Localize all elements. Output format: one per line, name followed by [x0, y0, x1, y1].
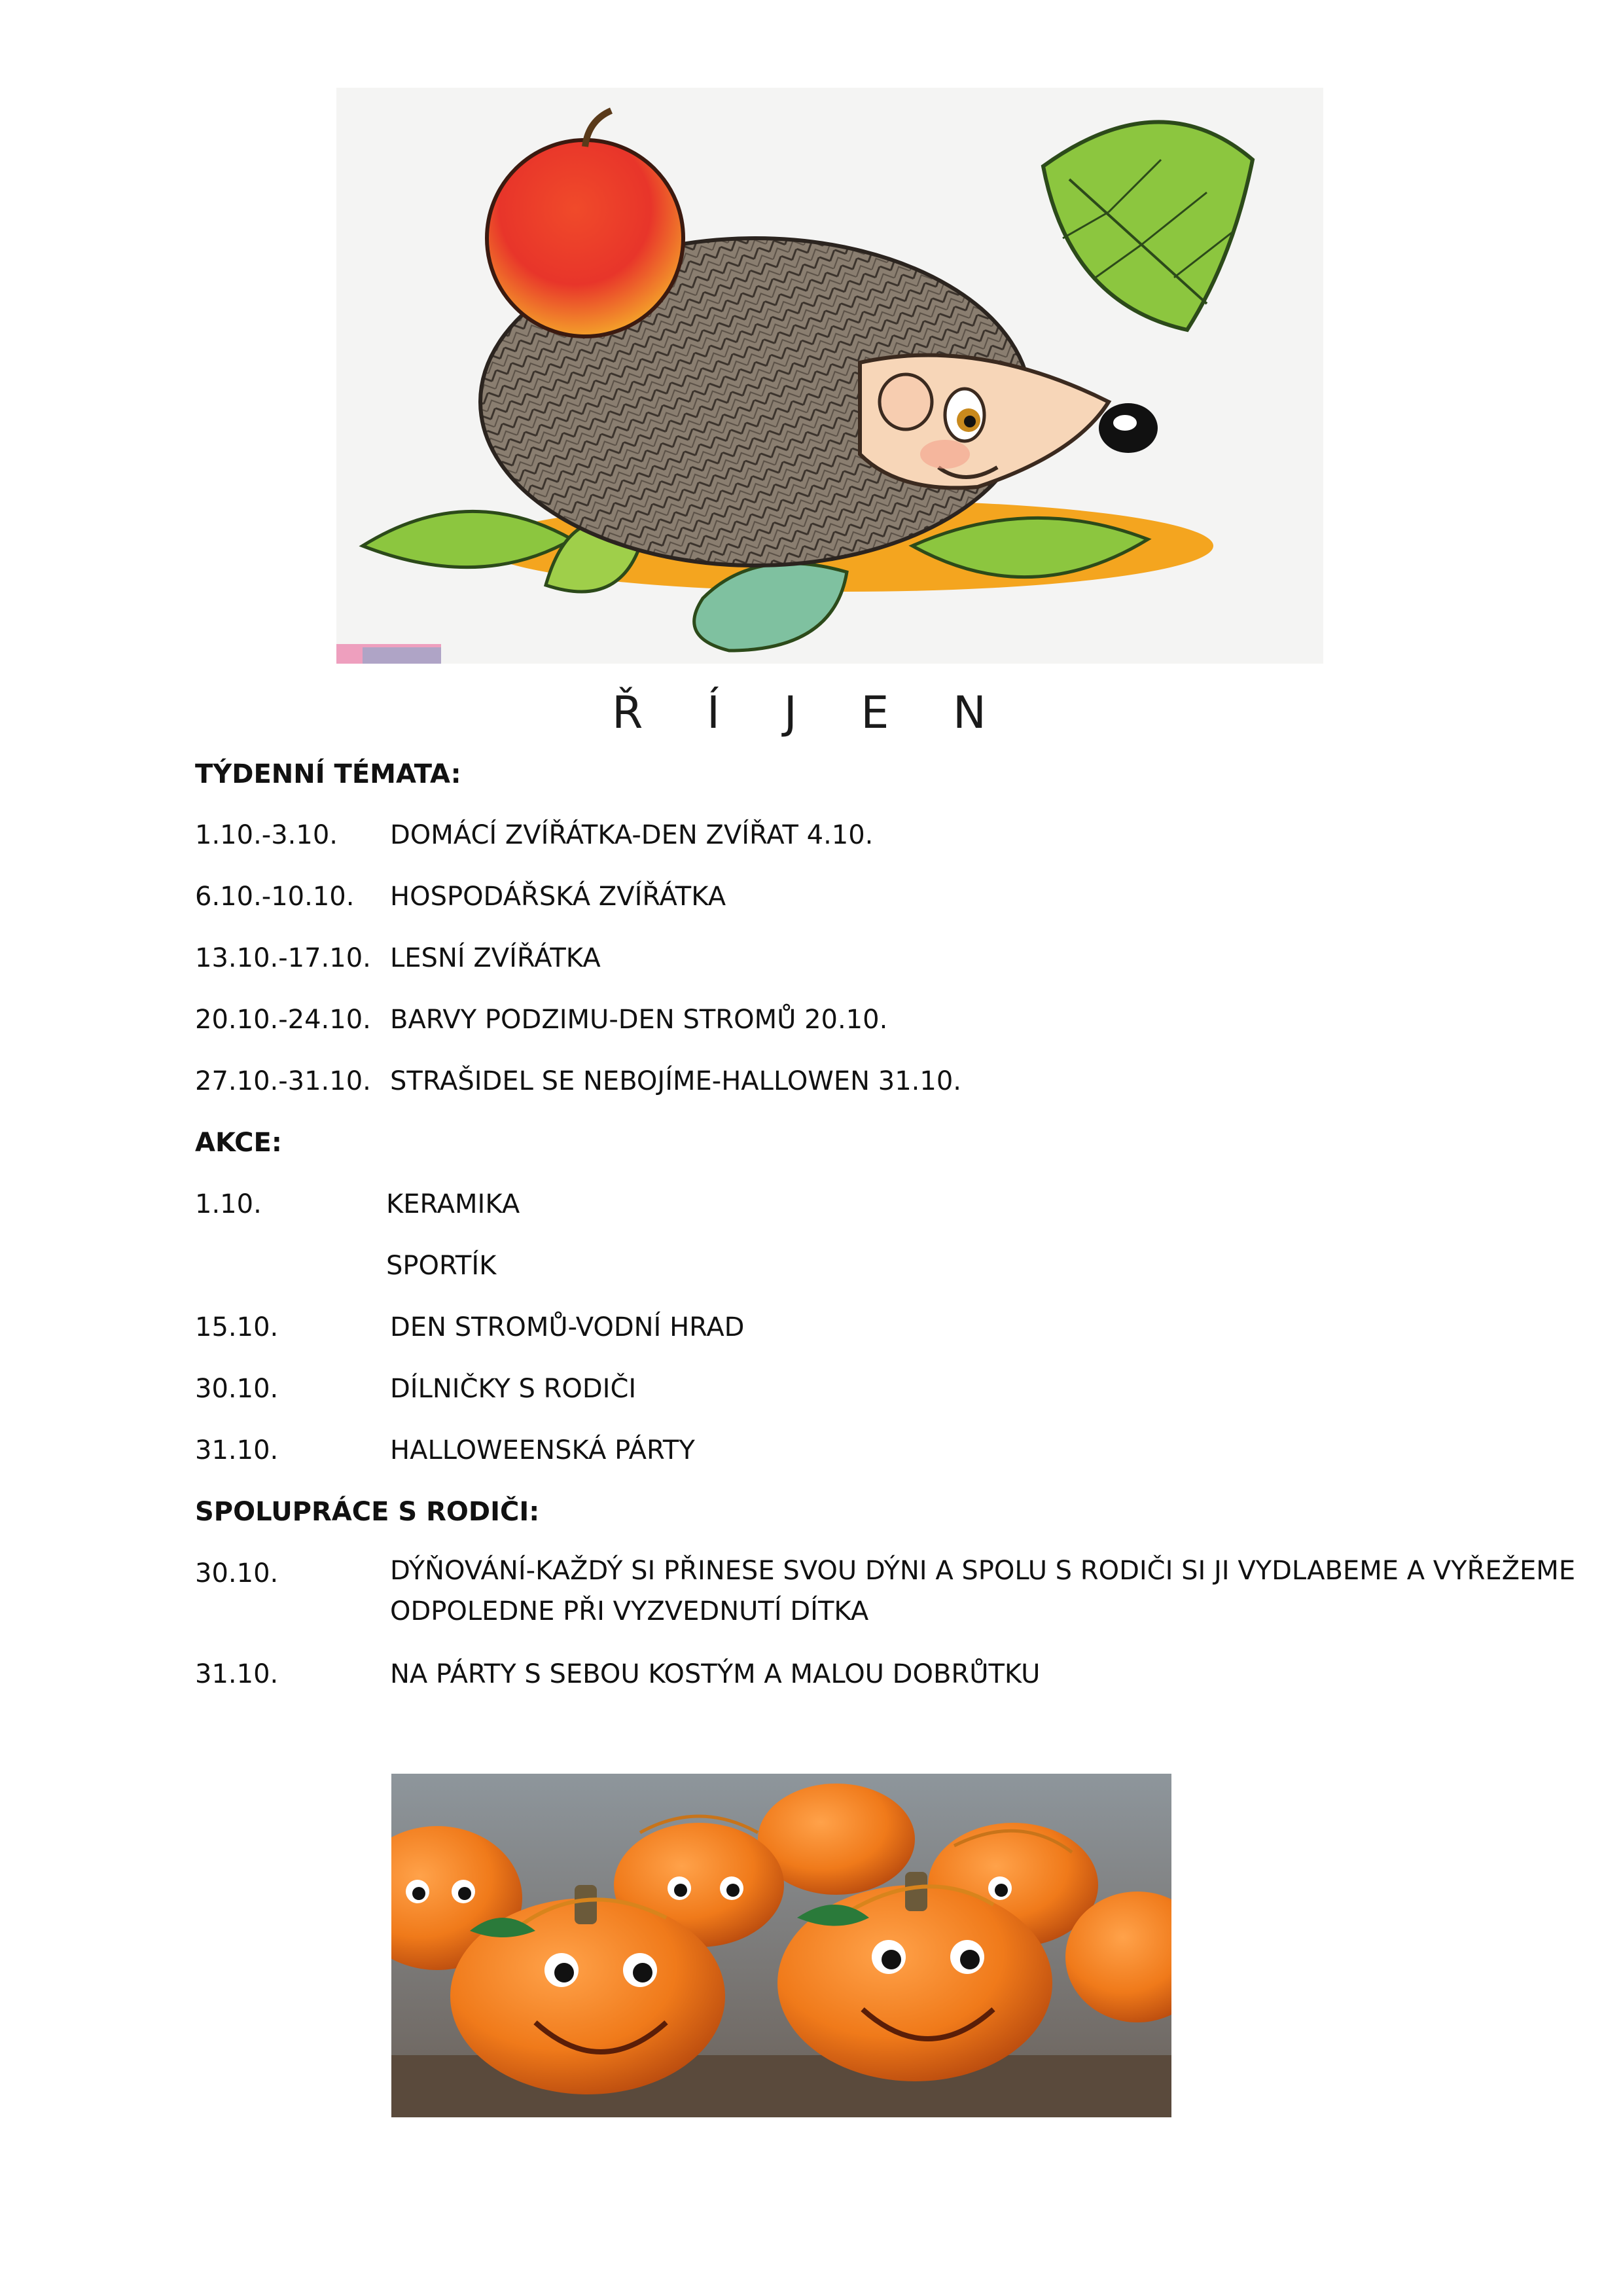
event-date: 31.10.: [195, 1435, 279, 1465]
event-date: 1.10.: [195, 1189, 262, 1219]
parents-text: DÝŇOVÁNÍ-KAŽDÝ SI PŘINESE SVOU DÝNI A SPOLU S RODIČI SI JI VYDLABEME A VYŘEŽEME ODPOLEDNE PŘI VYZVEDNUTÍ DÍTKA: [390, 1556, 1576, 1626]
event-text: KERAMIKA: [386, 1189, 520, 1219]
event-text: DEN STROMŮ-VODNÍ HRAD: [390, 1312, 745, 1342]
theme-text: HOSPODÁŘSKÁ ZVÍŘÁTKA: [390, 882, 726, 912]
theme-text: STRAŠIDEL SE NEBOJÍME-HALLOWEN 31.10.: [390, 1066, 961, 1096]
weekly-themes-heading: TÝDENNÍ TÉMATA:: [195, 759, 461, 789]
event-date: 30.10.: [195, 1374, 279, 1404]
events-heading: AKCE:: [195, 1128, 282, 1158]
event-text: DÍLNIČKY S RODIČI: [390, 1374, 637, 1404]
theme-date: 13.10.-17.10.: [195, 943, 371, 973]
event-date: 15.10.: [195, 1312, 279, 1342]
parents-date: 31.10.: [195, 1659, 279, 1689]
theme-text: DOMÁCÍ ZVÍŘÁTKA-DEN ZVÍŘAT 4.10.: [390, 820, 874, 850]
theme-date: 27.10.-31.10.: [195, 1066, 371, 1096]
parents-heading: SPOLUPRÁCE S RODIČI:: [195, 1497, 540, 1527]
event-text: SPORTÍK: [386, 1251, 497, 1281]
theme-text: LESNÍ ZVÍŘÁTKA: [390, 943, 601, 973]
theme-date: 6.10.-10.10.: [195, 882, 355, 912]
hedgehog-illustration: [336, 88, 1323, 664]
parents-text: NA PÁRTY S SEBOU KOSTÝM A MALOU DOBRŮTKU: [390, 1659, 1041, 1689]
pumpkins-photo: [391, 1774, 1171, 2117]
theme-date: 1.10.-3.10.: [195, 820, 338, 850]
event-text: HALLOWEENSKÁ PÁRTY: [390, 1435, 695, 1465]
parents-date: 30.10.: [195, 1558, 279, 1588]
month-title: Ř Í J E N: [612, 687, 1011, 739]
theme-date: 20.10.-24.10.: [195, 1005, 371, 1035]
theme-text: BARVY PODZIMU-DEN STROMŮ 20.10.: [390, 1005, 888, 1035]
